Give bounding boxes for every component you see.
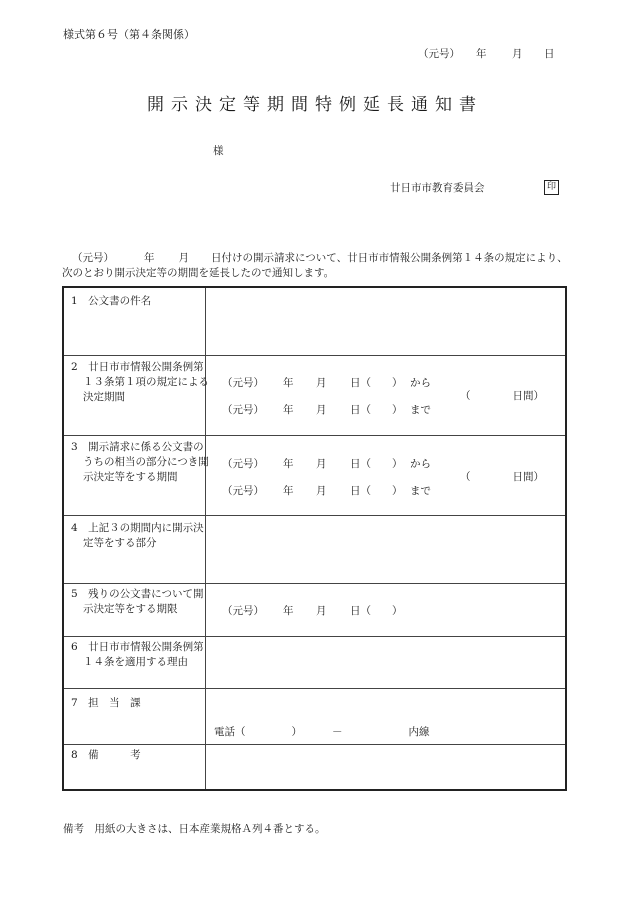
period-days: （ 日間） (460, 390, 544, 402)
era: （元号） (222, 605, 264, 617)
month: 月 (316, 404, 327, 416)
era: （元号） (222, 404, 264, 416)
era: （元号） (222, 485, 264, 497)
year: 年 (283, 377, 294, 389)
phone-line (214, 724, 430, 739)
sender-name: 廿日市市教育委員会 (390, 182, 485, 194)
table-row-subject (64, 288, 565, 356)
month: 月 (316, 605, 327, 617)
year: 年 (283, 458, 294, 470)
row-label: 3 開示請求に係る公文書のうちの相当の部分につき開示決定等をする期間 (71, 441, 209, 483)
label-cell (64, 355, 209, 435)
seal-stamp: 印 (544, 180, 559, 195)
table-row-partial-scope (64, 515, 565, 584)
year: 年 (283, 404, 294, 416)
day: 日（ ） (350, 404, 403, 416)
phone-extension: 内線 (408, 726, 430, 738)
intro-text: 日付けの開示請求について、廿日市市情報公開条例第１４条の規定により、次のとおり開示決定等の期間を延長したので通知します。 (62, 252, 568, 279)
label-cell (64, 583, 206, 636)
era: （元号） (222, 377, 264, 389)
date-year: 年 (476, 48, 487, 60)
month: 月 (316, 485, 327, 497)
day: 日（ ） (350, 458, 403, 470)
year: 年 (283, 605, 294, 617)
intro-paragraph (62, 251, 574, 281)
year: 年 (283, 485, 294, 497)
intro-year: 年 (144, 252, 155, 264)
to-label: まで (410, 485, 431, 497)
table-row-department (64, 688, 565, 745)
phone-close: ） (291, 726, 302, 738)
table-row-partial-period (64, 435, 565, 516)
phone-dash: － (332, 726, 343, 738)
label-cell (64, 515, 206, 583)
row-label: 5 残りの公文書について開示決定等をする期限 (71, 588, 204, 615)
month: 月 (316, 458, 327, 470)
row-label: 1 公文書の件名 (71, 295, 152, 307)
day: 日（ ） (350, 377, 403, 389)
extension-table (62, 286, 567, 791)
intro-month: 月 (178, 252, 189, 264)
document-title: 開示決定等期間特例延長通知書 (147, 95, 483, 115)
date-day: 日 (544, 48, 555, 60)
date-era: （元号） (418, 48, 460, 60)
intro-era: （元号） (72, 252, 114, 264)
from-label: から (410, 458, 431, 470)
row-label: 8 備 考 (71, 749, 141, 761)
date-month: 月 (512, 48, 523, 60)
form-number: 様式第６号（第４条関係） (63, 28, 195, 41)
month: 月 (316, 377, 327, 389)
row-label: 7 担 当 課 (71, 697, 141, 709)
label-cell (64, 288, 206, 355)
phone-label: 電話（ (214, 726, 246, 738)
row-label: 6 廿日市市情報公開条例第１４条を適用する理由 (71, 641, 204, 668)
label-cell (64, 744, 206, 789)
era: （元号） (222, 458, 264, 470)
issue-date (418, 46, 555, 61)
table-row-reason (64, 636, 565, 689)
addressee-suffix: 様 (213, 145, 224, 157)
table-row-decision-period (64, 355, 565, 436)
table-row-remaining-deadline (64, 583, 565, 637)
from-label: から (410, 377, 431, 389)
day: 日（ ） (350, 605, 403, 617)
period-days: （ 日間） (460, 471, 544, 483)
row-label: 2 廿日市市情報公開条例第１３条第１項の規定による決定期間 (71, 361, 209, 403)
label-cell (64, 435, 209, 515)
footnote: 備考 用紙の大きさは、日本産業規格Ａ列４番とする。 (63, 823, 326, 835)
row-label: 4 上記３の期間内に開示決定等をする部分 (71, 522, 204, 549)
table-row-remarks (64, 744, 565, 789)
label-cell (64, 688, 206, 744)
label-cell (64, 636, 206, 688)
day: 日（ ） (350, 485, 403, 497)
to-label: まで (410, 404, 431, 416)
